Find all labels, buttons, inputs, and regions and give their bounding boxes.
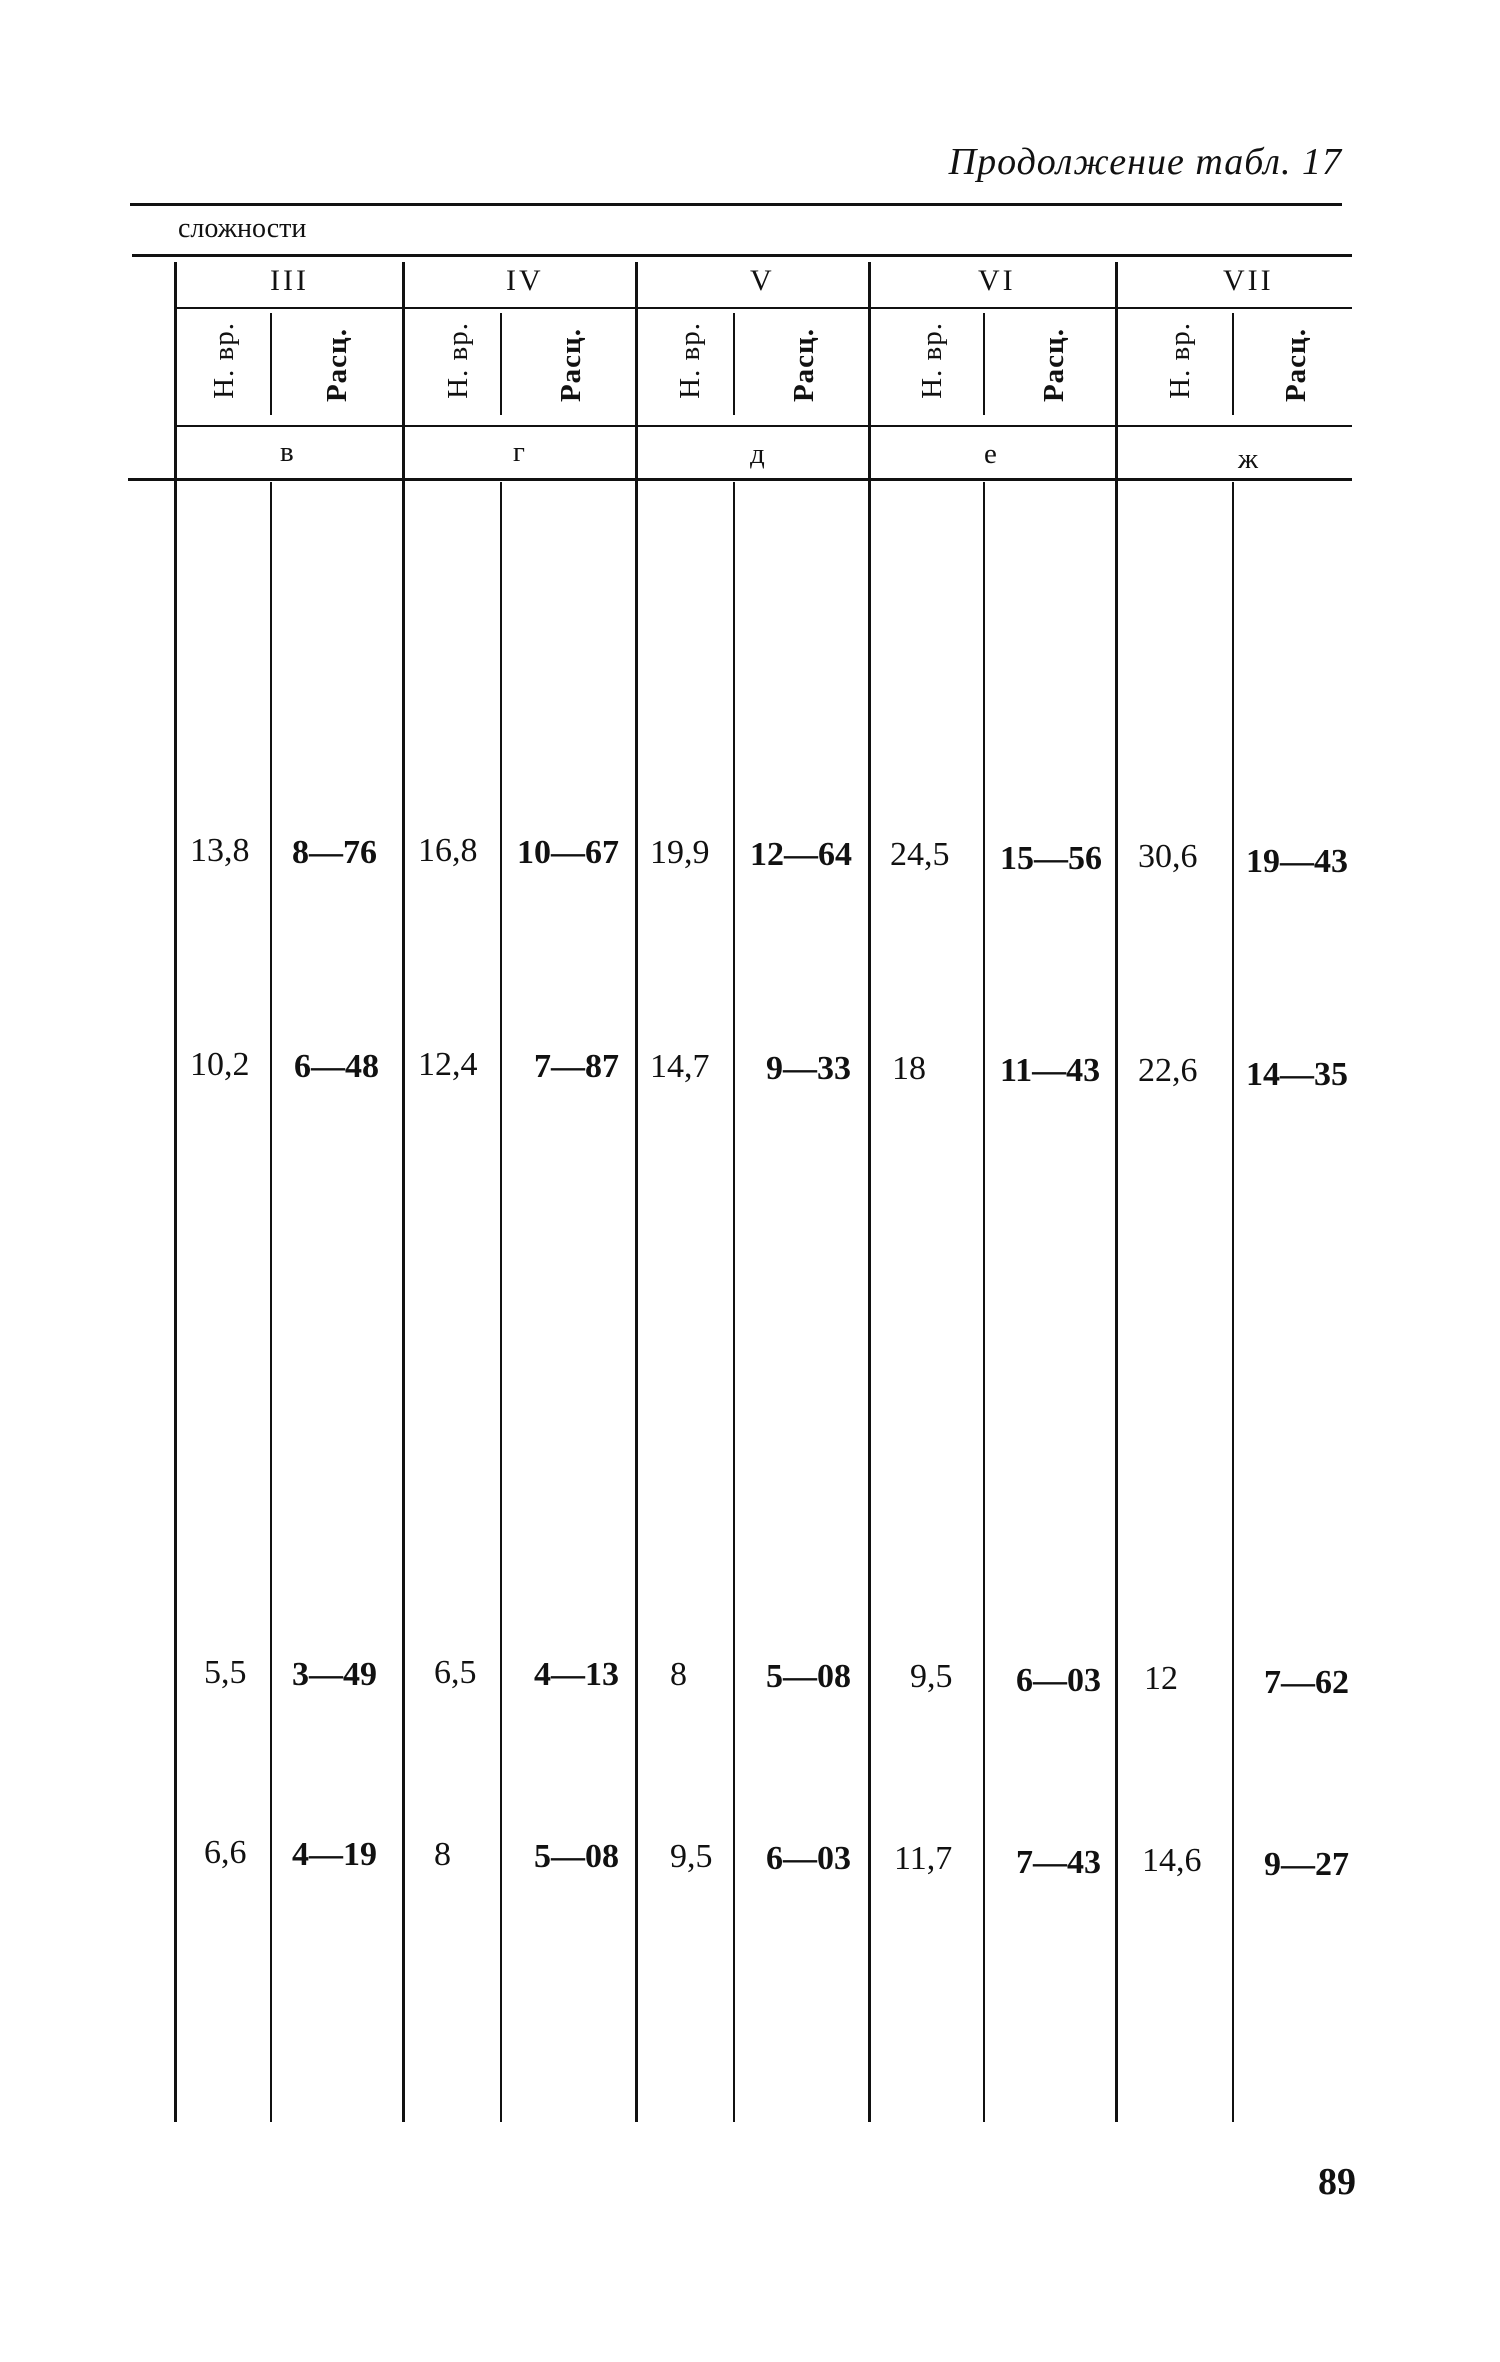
subcolumn-divider [500, 313, 502, 415]
group-rule [176, 307, 1352, 309]
group-divider [174, 262, 177, 2122]
table-cell: 9,5 [910, 1658, 953, 1695]
group-divider [635, 262, 638, 2122]
table-cell: 16,8 [418, 832, 478, 869]
table-cell: 5—08 [534, 1838, 619, 1875]
subcolumn-divider [270, 482, 272, 2122]
group-roman: VII [1223, 264, 1274, 297]
table-cell: 8 [670, 1656, 687, 1693]
group-divider [868, 262, 871, 2122]
table-cell: 7—62 [1264, 1664, 1349, 1701]
table-cell: 7—87 [534, 1048, 619, 1085]
table-cell: 6,5 [434, 1654, 477, 1691]
table-cell: 14—35 [1246, 1056, 1348, 1093]
rate-column-label: Расц. [1038, 328, 1070, 403]
table-cell: 30,6 [1138, 838, 1198, 875]
group-letter: е [984, 438, 997, 470]
table-cell: 12,4 [418, 1046, 478, 1083]
table-cell: 11,7 [894, 1840, 953, 1877]
subcolumn-divider [500, 482, 502, 2122]
table-cell: 8—76 [292, 834, 377, 871]
table-cell: 13,8 [190, 832, 250, 869]
table-cell: 9—27 [1264, 1846, 1349, 1883]
header-bottom-rule [128, 478, 1352, 481]
table-cell: 12—64 [750, 836, 852, 873]
norm-column-label: Н. вр. [916, 322, 948, 399]
norm-column-label: Н. вр. [1164, 322, 1196, 399]
subcolumn-divider [1232, 313, 1234, 415]
subcolumn-divider [1232, 482, 1234, 2122]
group-roman: III [270, 264, 309, 297]
table-cell: 22,6 [1138, 1052, 1198, 1089]
table-cell: 14,7 [650, 1048, 710, 1085]
group-roman: VI [978, 264, 1016, 297]
subcolumn-divider [983, 482, 985, 2122]
group-letter: в [280, 436, 294, 468]
table-cell: 6—03 [766, 1840, 851, 1877]
table-cell: 5,5 [204, 1654, 247, 1691]
group-letter: д [750, 438, 765, 470]
table-cell: 12 [1144, 1660, 1178, 1697]
table-cell: 11—43 [1000, 1052, 1101, 1089]
table-cell: 14,6 [1142, 1842, 1202, 1879]
table-cell: 24,5 [890, 836, 950, 873]
table-caption: Продолжение табл. 17 [948, 141, 1342, 183]
norm-column-label: Н. вр. [674, 322, 706, 399]
table-cell: 6—48 [294, 1048, 379, 1085]
table-top-rule [130, 203, 1342, 206]
table-cell: 3—49 [292, 1656, 377, 1693]
group-divider [402, 262, 405, 2122]
table-cell: 15—56 [1000, 840, 1102, 877]
table-cell: 10—67 [517, 834, 619, 871]
table-cell: 9—33 [766, 1050, 851, 1087]
group-letter: г [513, 436, 525, 468]
group-roman: V [750, 264, 775, 297]
table-cell: 8 [434, 1836, 451, 1873]
table-cell: 6—03 [1016, 1662, 1101, 1699]
header-title: сложности [178, 213, 307, 244]
group-divider [1115, 262, 1118, 2122]
table-cell: 10,2 [190, 1046, 250, 1083]
norm-column-label: Н. вр. [442, 322, 474, 399]
table-cell: 18 [892, 1050, 926, 1087]
group-letter: ж [1238, 443, 1259, 475]
letter-rule [176, 425, 1352, 427]
table-cell: 19—43 [1246, 843, 1348, 880]
rate-column-label: Расц. [788, 328, 820, 403]
subcolumn-divider [270, 313, 272, 415]
rate-column-label: Расц. [1280, 328, 1312, 403]
table-cell: 19,9 [650, 834, 710, 871]
table-cell: 4—19 [292, 1836, 377, 1873]
table-cell: 7—43 [1016, 1844, 1101, 1881]
group-roman: IV [506, 264, 544, 297]
table-cell: 4—13 [534, 1656, 619, 1693]
page-number: 89 [1318, 2161, 1356, 2203]
rate-column-label: Расц. [555, 328, 587, 403]
norm-column-label: Н. вр. [208, 322, 240, 399]
table-cell: 5—08 [766, 1658, 851, 1695]
table-cell: 9,5 [670, 1838, 713, 1875]
subcolumn-divider [733, 482, 735, 2122]
subcolumn-divider [983, 313, 985, 415]
subcolumn-divider [733, 313, 735, 415]
rate-column-label: Расц. [321, 328, 353, 403]
header-rule [132, 254, 1352, 257]
table-cell: 6,6 [204, 1834, 247, 1871]
